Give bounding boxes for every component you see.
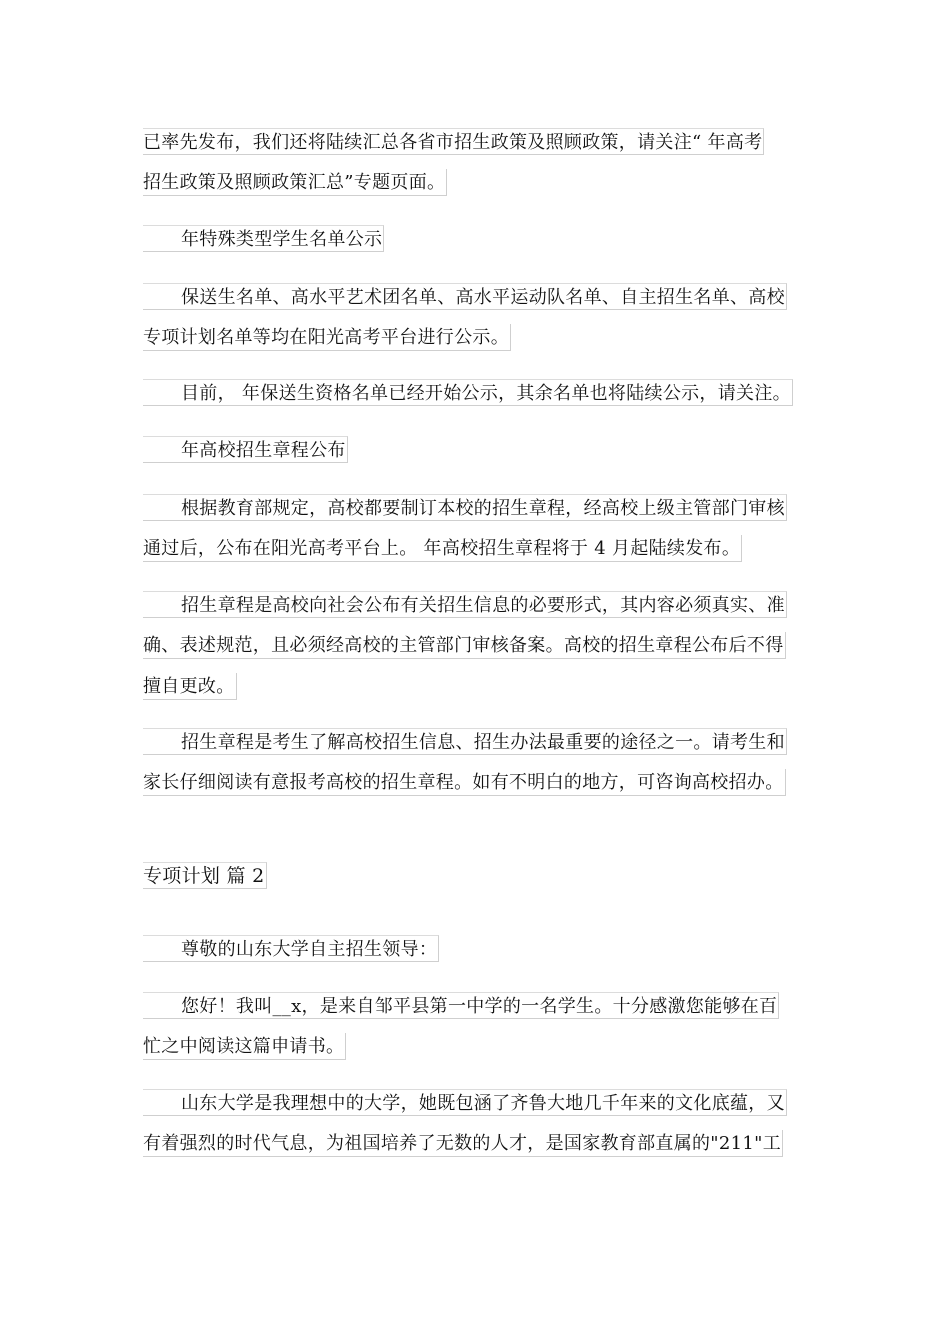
paragraph-policy-summary	[143, 128, 807, 197]
text-line: 专项计划名单等均在阳光高考平台进行公示。	[143, 324, 511, 351]
text-line: 家长仔细阅读有意报考高校的招生章程。如有不明白的地方，可咨询高校招办。	[143, 769, 786, 796]
paragraph-greeting	[143, 992, 807, 1061]
text-line: 尊敬的山东大学自主招生领导：	[143, 935, 439, 962]
text-line: 您好！我叫__x，是来自邹平县第一中学的一名学生。十分感激您能够在百	[143, 992, 779, 1019]
paragraph-name-lists	[143, 283, 807, 352]
text-line: 确、表述规范，且必须经高校的主管部门审核备案。高校的招生章程公布后不得	[143, 632, 786, 659]
section-title-plan-2	[143, 862, 807, 890]
text-line: 目前， 年保送生资格名单已经开始公示，其余名单也将陆续公示，请关注。	[143, 379, 793, 406]
paragraph-current-status	[143, 379, 807, 407]
section-heading-special-students	[143, 225, 807, 253]
text-line: 已率先发布，我们还将陆续汇总各省市招生政策及照顾政策，请关注“ 年高考	[143, 128, 764, 155]
paragraph-shandong-university	[143, 1089, 807, 1158]
heading-text: 年特殊类型学生名单公示	[143, 225, 384, 252]
paragraph-ministry-rules	[143, 494, 807, 563]
letter-salutation	[143, 935, 807, 963]
paragraph-charter-form	[143, 591, 807, 701]
section-heading-admission-charter	[143, 436, 807, 464]
text-line: 根据教育部规定，高校都要制订本校的招生章程，经高校上级主管部门审核	[143, 494, 787, 521]
text-line: 忙之中阅读这篇申请书。	[143, 1033, 346, 1060]
text-line: 有着强烈的时代气息，为祖国培养了无数的人才，是国家教育部直属的"211"工	[143, 1130, 783, 1157]
heading-text: 年高校招生章程公布	[143, 436, 348, 463]
text-line: 通过后，公布在阳光高考平台上。 年高校招生章程将于 4 月起陆续发布。	[143, 535, 742, 562]
text-line: 招生政策及照顾政策汇总”专题页面。	[143, 169, 447, 196]
text-line: 招生章程是考生了解高校招生信息、招生办法最重要的途径之一。请考生和	[143, 728, 787, 755]
text-line: 招生章程是高校向社会公布有关招生信息的必要形式，其内容必须真实、准	[143, 591, 787, 618]
text-line: 擅自更改。	[143, 673, 237, 700]
text-line: 保送生名单、高水平艺术团名单、高水平运动队名单、自主招生名单、高校	[143, 283, 787, 310]
text-line: 山东大学是我理想中的大学，她既包涵了齐鲁大地几千年来的文化底蕴，又	[143, 1089, 787, 1116]
paragraph-charter-importance	[143, 728, 807, 797]
section-title: 专项计划 篇 2	[143, 862, 267, 889]
